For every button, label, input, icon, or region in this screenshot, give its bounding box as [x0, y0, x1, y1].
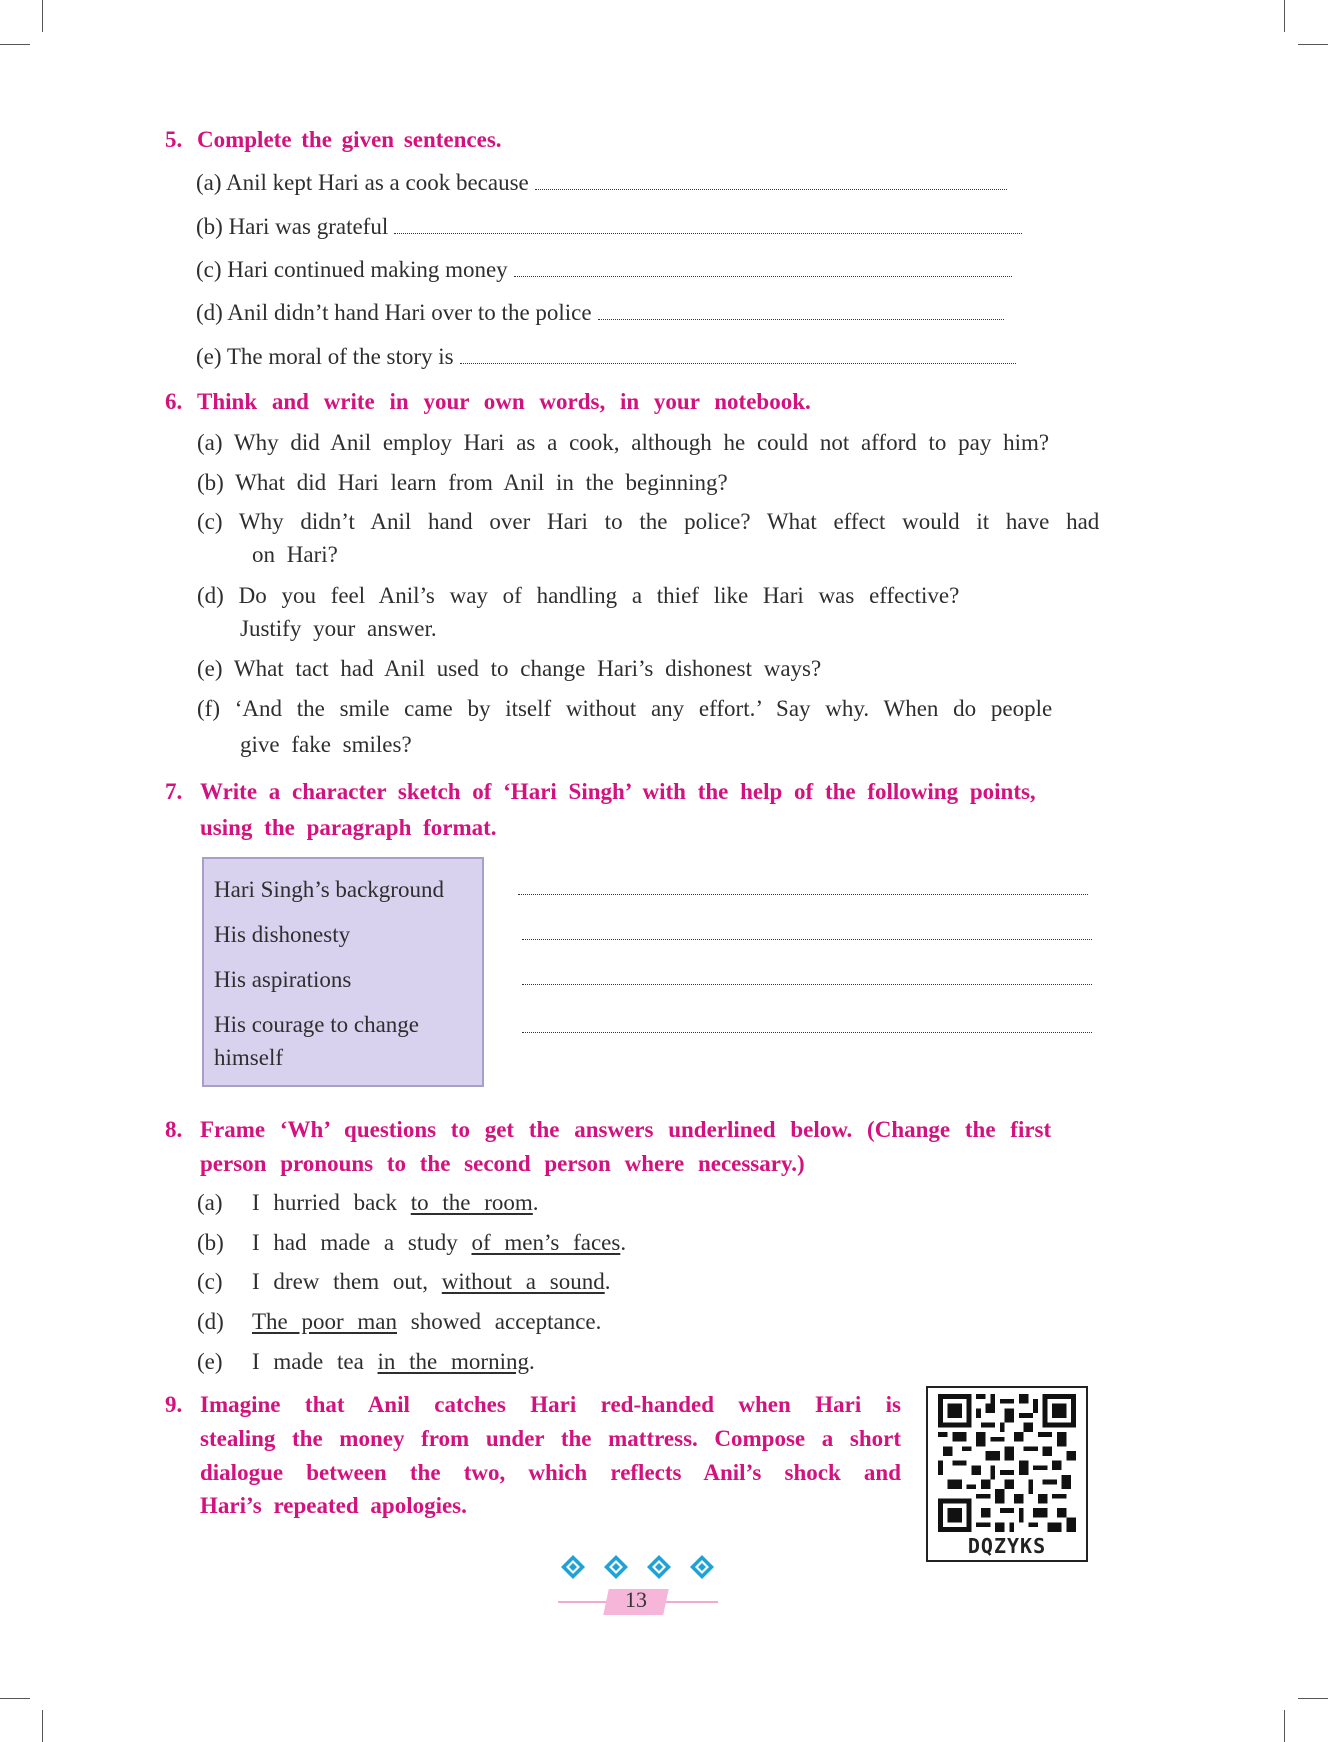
- qr-code-icon: [936, 1394, 1078, 1532]
- question-5-heading: [165, 123, 502, 157]
- underlined-answer: of men’s faces: [471, 1230, 621, 1255]
- item-text: Do you feel Anil’s way of handling a thief like Hari was effective?: [238, 583, 960, 608]
- item-label: (c): [197, 1269, 223, 1294]
- sentence-text: (e) The moral of the story is: [196, 344, 454, 369]
- question-number: 5.: [165, 127, 183, 152]
- question-item: [197, 428, 1049, 458]
- answer-blank[interactable]: [514, 258, 1012, 277]
- question-item: [197, 1188, 539, 1218]
- question-8-heading-continued: [200, 1147, 805, 1181]
- item-text: .: [604, 1269, 611, 1294]
- question-item: [197, 1307, 601, 1337]
- sentence-line: [196, 168, 1007, 198]
- item-text: showed acceptance.: [397, 1309, 602, 1334]
- item-label: (e): [197, 1349, 223, 1374]
- question-title: Frame ‘Wh’ questions to get the answers underlined below. (Change the first: [200, 1117, 1052, 1142]
- diamond-icon: [690, 1555, 714, 1579]
- question-title: Think and write in your own words, in your notebook.: [197, 389, 811, 414]
- question-item: [197, 694, 1052, 724]
- sentence-text: (d) Anil didn’t hand Hari over to the police: [196, 300, 592, 325]
- item-text: I drew them out,: [252, 1269, 442, 1294]
- crop-mark: [42, 0, 43, 32]
- question-7-heading-continued: [200, 811, 497, 845]
- diamond-icon: [647, 1555, 671, 1579]
- item-text: Justify your answer.: [240, 616, 437, 641]
- item-label: (d): [197, 583, 224, 608]
- sentence-line: [196, 255, 1012, 285]
- question-item-continued: [240, 730, 412, 760]
- answer-blank[interactable]: [522, 984, 1092, 985]
- crop-mark: [1284, 1710, 1285, 1742]
- question-item: [197, 507, 1099, 537]
- sentence-line: [196, 298, 1004, 328]
- underlined-answer: to the room: [410, 1190, 533, 1215]
- answer-blank[interactable]: [598, 301, 1004, 320]
- question-title: Complete the given sentences.: [197, 127, 502, 152]
- answer-blank[interactable]: [522, 939, 1092, 940]
- question-9-heading: [165, 1388, 901, 1422]
- question-item: [197, 1228, 626, 1258]
- question-7-heading: [165, 775, 1036, 809]
- question-item: [197, 468, 728, 498]
- crop-mark: [1284, 0, 1285, 32]
- item-text: give fake smiles?: [240, 732, 412, 757]
- sentence-line: [196, 342, 1016, 372]
- item-text: Why did Anil employ Hari as a cook, although he could not afford to pay him?: [233, 430, 1050, 455]
- item-label: (a): [197, 430, 223, 455]
- crop-mark: [0, 44, 30, 45]
- item-label: (c): [197, 509, 223, 534]
- diamond-icon: [604, 1555, 628, 1579]
- question-item: [197, 581, 959, 611]
- crop-mark: [1298, 1698, 1328, 1699]
- answer-blank[interactable]: [535, 171, 1007, 190]
- question-title: using the paragraph format.: [200, 815, 497, 840]
- question-text: Hari’s repeated apologies.: [200, 1493, 467, 1518]
- item-label: (b): [197, 1230, 224, 1255]
- answer-blank[interactable]: [460, 345, 1016, 364]
- question-item-continued: [240, 614, 437, 644]
- item-text: on Hari?: [252, 542, 338, 567]
- answer-blank[interactable]: [394, 215, 1022, 234]
- item-text: .: [620, 1230, 627, 1255]
- answer-blank[interactable]: [518, 894, 1088, 895]
- sentence-text: (c) Hari continued making money: [196, 257, 508, 282]
- question-item: [197, 1267, 610, 1297]
- item-label: (b): [197, 470, 224, 495]
- question-item-continued: [252, 540, 338, 570]
- question-number: 9.: [165, 1392, 183, 1417]
- sentence-text: (b) Hari was grateful: [196, 214, 389, 239]
- item-label: (a): [197, 1190, 223, 1215]
- point-label: Hari Singh’s background: [214, 877, 444, 902]
- sentence-text: (a) Anil kept Hari as a cook because: [196, 170, 529, 195]
- question-number: 8.: [165, 1117, 183, 1142]
- crop-mark: [42, 1710, 43, 1742]
- item-text: ‘And the smile came by itself without any effort.’ Say why. When do people: [234, 696, 1053, 721]
- question-6-heading: [165, 385, 811, 419]
- item-label: (f): [197, 696, 220, 721]
- underlined-answer: without a sound: [441, 1269, 605, 1294]
- question-text: stealing the money from under the mattress. Compose a short: [200, 1426, 901, 1451]
- qr-code[interactable]: [926, 1386, 1088, 1562]
- question-number: 6.: [165, 389, 183, 414]
- question-8-heading: [165, 1113, 1051, 1147]
- question-9-text-line: [200, 1489, 467, 1523]
- question-text: Imagine that Anil catches Hari red-handed when Hari is: [200, 1392, 901, 1417]
- item-text: Why didn’t Anil hand over Hari to the police? What effect would it have had: [238, 509, 1100, 534]
- question-number: 7.: [165, 779, 183, 804]
- question-item: [197, 1347, 535, 1377]
- footer-ornament: [558, 1552, 718, 1582]
- item-text: I hurried back: [252, 1190, 411, 1215]
- underlined-answer: in the morning: [377, 1349, 529, 1374]
- diamond-icon: [561, 1555, 585, 1579]
- item-label: (d): [197, 1309, 224, 1334]
- item-text: What tact had Anil used to change Hari’s dishonest ways?: [233, 656, 822, 681]
- page-number: 13: [625, 1587, 647, 1612]
- point-label: His aspirations: [214, 967, 352, 992]
- character-points-box: [202, 857, 484, 1087]
- qr-code-label: DQZYKS: [967, 1534, 1047, 1558]
- item-text: I made tea: [252, 1349, 378, 1374]
- item-text: .: [528, 1349, 535, 1374]
- answer-blank[interactable]: [522, 1032, 1092, 1033]
- point-label: His dishonesty: [214, 922, 351, 947]
- sentence-line: [196, 212, 1022, 242]
- question-9-text-line: [200, 1422, 901, 1456]
- crop-mark: [0, 1698, 30, 1699]
- item-text: What did Hari learn from Anil in the beginning?: [235, 470, 728, 495]
- item-text: .: [532, 1190, 539, 1215]
- item-text: I had made a study: [252, 1230, 472, 1255]
- underlined-answer: The poor man: [252, 1309, 398, 1334]
- point-label: His courage to change: [214, 1012, 420, 1037]
- question-9-text-line: [200, 1456, 901, 1490]
- question-text: dialogue between the two, which reflects Anil’s shock and: [200, 1460, 901, 1485]
- question-title: Write a character sketch of ‘Hari Singh’ with the help of the following points,: [200, 779, 1036, 804]
- question-title: person pronouns to the second person where necessary.): [200, 1151, 805, 1176]
- crop-mark: [1298, 44, 1328, 45]
- point-label: himself: [214, 1045, 283, 1070]
- question-item: [197, 654, 821, 684]
- item-label: (e): [197, 656, 223, 681]
